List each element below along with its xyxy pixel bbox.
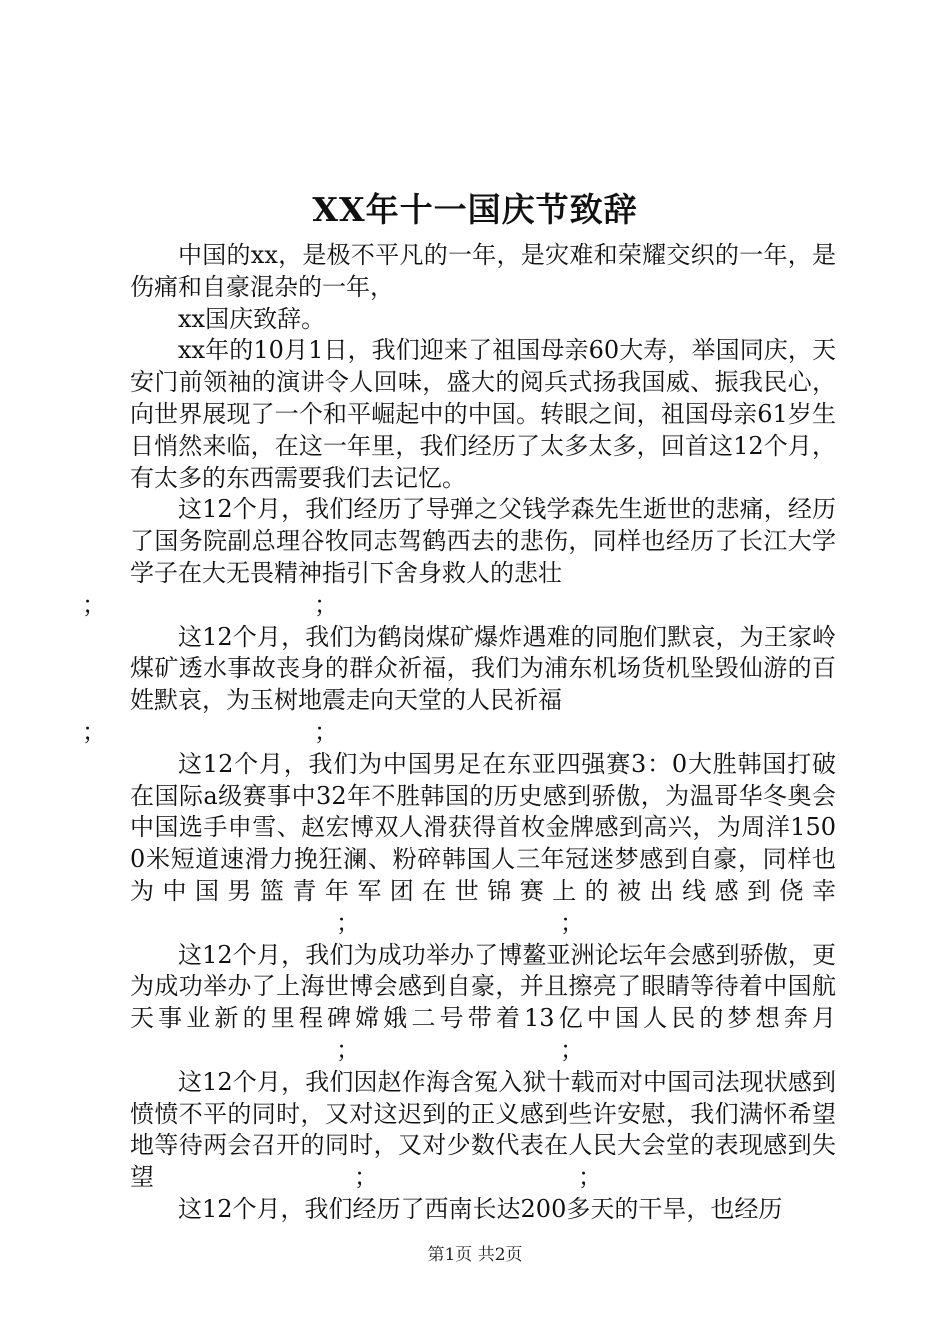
- paragraph-intro: 中国的xx，是极不平凡的一年，是灾难和荣耀交织的一年，是伤痛和自豪混杂的一年，: [130, 241, 836, 301]
- separator-mark: ；: [336, 908, 360, 937]
- paragraph-sorrow-text: 这12个月，我们经历了导弹之父钱学森先生逝世的悲痛，经历了国务院副总理谷牧同志驾鹤西去的悲伤，同样也经历了长江大学学子在大无畏精神指引下舍身救人的悲壮: [130, 495, 836, 587]
- separator-mark: ；: [354, 1163, 378, 1192]
- separator-mark: ；: [578, 1163, 602, 1192]
- paragraph-sorrow: [82, 494, 836, 621]
- paragraph-sports: [130, 749, 836, 940]
- paragraph-sports-text: 这12个月，我们为中国男足在东亚四强赛3：0大胜韩国打破在国际a级赛事中32年不胜韩国的历史感到骄傲，为温哥华冬奥会中国选手申雪、赵宏博双人滑获得首枚金牌感到高兴，为周洋1500米短道速滑力挽狂澜、粉碎韩国人三年冠迷梦感到自豪，同样也为中国男篮青年军团在世锦赛上的被出线感到侥幸: [130, 749, 836, 905]
- page-footer: 第1页 共2页: [427, 1245, 523, 1265]
- paragraph-justice-text: 这12个月，我们因赵作海含冤入狱十载而对中国司法现状感到愤愤不平的同时，又对这迟到的正义感到些许安慰，我们满怀希望地等待两会召开的同时，又对少数代表在人民大会堂的表现感到失望: [130, 1067, 836, 1192]
- separator-mark: ；: [82, 717, 106, 746]
- paragraph-events: [130, 940, 836, 1067]
- separator-mark: ；: [560, 908, 584, 937]
- paragraph-mourning-text: 这12个月，我们为鹤岗煤矿爆炸遇难的同胞们默哀，为王家岭煤矿透水事故丧身的群众祈福，我们为浦东机场货机坠毁仙游的百姓默哀，为玉树地震走向天堂的人民祈福: [130, 622, 836, 715]
- separator-mark: ；: [336, 1035, 360, 1064]
- paragraph-anniversary: xx年的10月1日，我们迎来了祖国母亲60大寿，举国同庆，天安门前领袖的演讲令人回味，盛大的阅兵式扬我国威、振我民心，向世界展现了一个和平崛起中的中国。转眼之间，祖国母亲61岁生日悄然来临，在这一年里，我们经历了太多太多，回首这12个月，有太多的东西需要我们去记忆。: [130, 336, 836, 492]
- document-title: XX年十一国庆节致辞: [312, 190, 638, 229]
- paragraph-subtitle: xx国庆致辞。: [178, 304, 326, 333]
- paragraph-events-text: 这12个月，我们为成功举办了博鳌亚洲论坛年会感到骄傲，更为成功举办了上海世博会感到自豪，并且擦亮了眼睛等待着中国航天事业新的里程碑嫦娥二号带着13亿中国人民的梦想奔月: [130, 940, 836, 1033]
- separator-mark: ；: [82, 590, 106, 619]
- separator-mark: ；: [314, 590, 338, 619]
- paragraph-drought: 这12个月，我们经历了西南长达200多天的干旱，也经历: [178, 1194, 783, 1223]
- separator-mark: ；: [560, 1035, 584, 1064]
- separator-mark: ；: [314, 717, 338, 746]
- paragraph-mourning: [82, 622, 836, 749]
- document-body: [82, 240, 836, 1226]
- paragraph-justice: [130, 1067, 836, 1194]
